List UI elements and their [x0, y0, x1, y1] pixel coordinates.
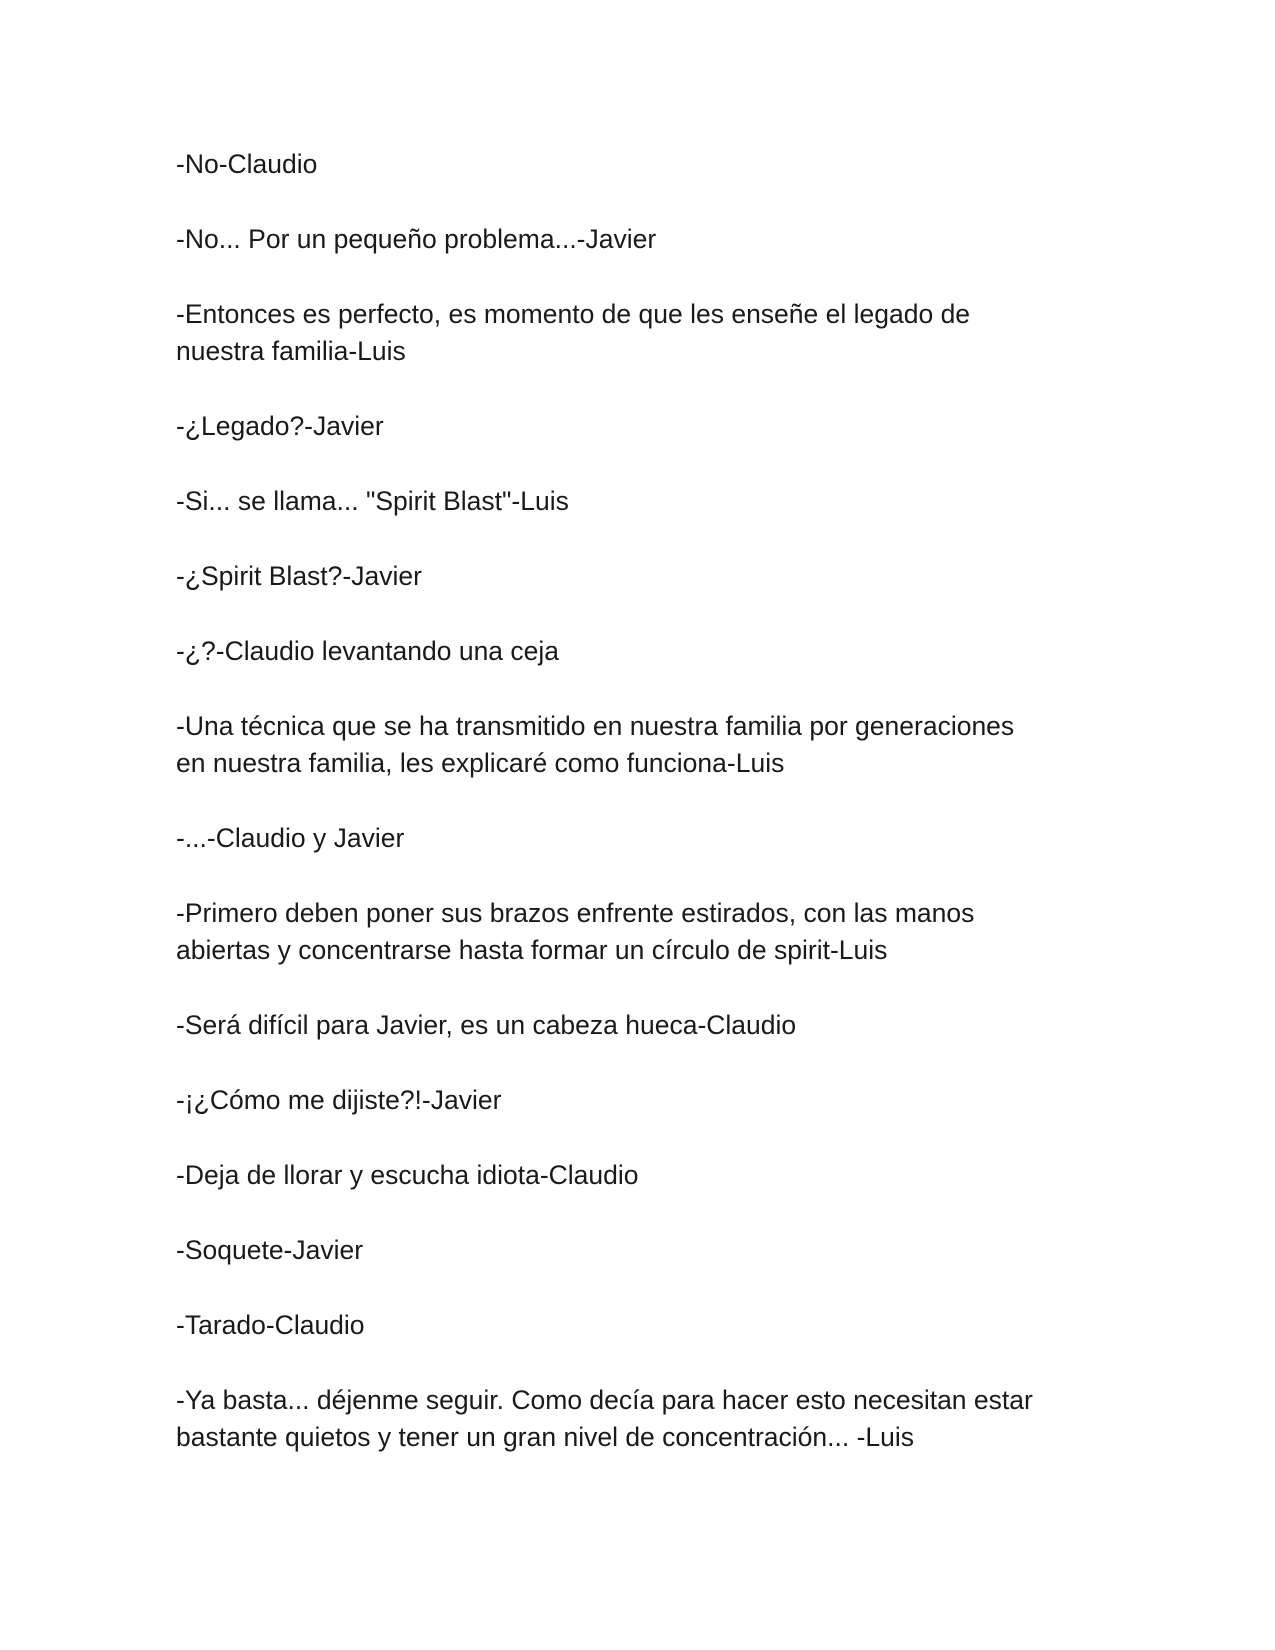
document-body	[176, 146, 1096, 1494]
dialogue-line: -¿Spirit Blast?-Javier	[176, 561, 422, 591]
dialogue-line: -Si... se llama... "Spirit Blast"-Luis	[176, 486, 569, 516]
dialogue-line: -¿Legado?-Javier	[176, 411, 384, 441]
dialogue-line: -No-Claudio	[176, 149, 318, 179]
dialogue-line: -Entonces es perfecto, es momento de que les enseñe el legado de nuestra familia-Luis	[176, 299, 971, 366]
dialogue-line: -Ya basta... déjenme seguir. Como decía para hacer esto necesitan estar bastante quietos y tener un gran nivel de concentración... -Luis	[176, 1385, 1033, 1452]
dialogue-line: -¡¿Cómo me dijiste?!-Javier	[176, 1085, 502, 1115]
dialogue-line: -Tarado-Claudio	[176, 1310, 365, 1340]
dialogue-line: -Primero deben poner sus brazos enfrente estirados, con las manos abiertas y concentrarse hasta formar un círculo de spirit-Luis	[176, 898, 975, 965]
dialogue-line: -No... Por un pequeño problema...-Javier	[176, 224, 657, 254]
dialogue-line: -...-Claudio y Javier	[176, 823, 405, 853]
dialogue-line: -Será difícil para Javier, es un cabeza hueca-Claudio	[176, 1010, 797, 1040]
dialogue-line: -¿?-Claudio levantando una ceja	[176, 636, 560, 666]
dialogue-line: -Soquete-Javier	[176, 1235, 364, 1265]
dialogue-line: -Deja de llorar y escucha idiota-Claudio	[176, 1160, 639, 1190]
dialogue-line: -Una técnica que se ha transmitido en nuestra familia por generaciones en nuestra familia, les explicaré como funciona-Luis	[176, 711, 1015, 778]
